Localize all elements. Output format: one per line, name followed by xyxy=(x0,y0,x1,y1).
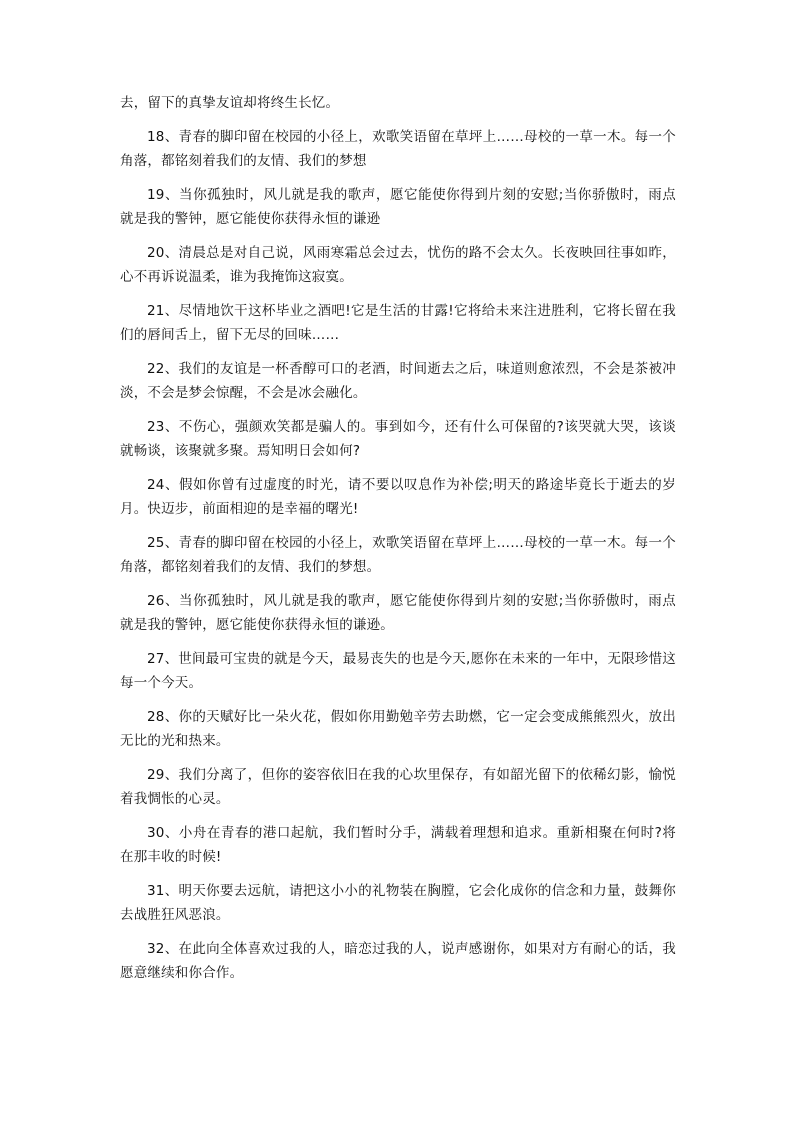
paragraph-21: 21、尽情地饮干这杯毕业之酒吧!它是生活的甘露!它将给未来注进胜利，它将长留在我们的唇间舌上，留下无尽的回味…… xyxy=(120,303,676,343)
paragraph-continuation: 去，留下的真挚友谊却将终生长忆。 xyxy=(120,95,340,111)
paragraph-20: 20、清晨总是对自己说，风雨寒霜总会过去，忧伤的路不会太久。长夜映回往事如昨，心不再诉说温柔，谁为我掩饰这寂寞。 xyxy=(120,245,676,285)
paragraph-32: 32、在此向全体喜欢过我的人，暗恋过我的人，说声感谢你，如果对方有耐心的话，我愿意继续和你合作。 xyxy=(120,941,676,981)
paragraph-28: 28、你的天赋好比一朵火花，假如你用勤勉辛劳去助燃，它一定会变成熊熊烈火，放出无比的光和热来。 xyxy=(120,709,676,749)
paragraph-19: 19、当你孤独时，风儿就是我的歌声，愿它能使你得到片刻的安慰;当你骄傲时，雨点就是我的警钟，愿它能使你获得永恒的谦逊 xyxy=(120,187,676,227)
paragraph-26: 26、当你孤独时，风儿就是我的歌声，愿它能使你得到片刻的安慰;当你骄傲时，雨点就是我的警钟，愿它能使你获得永恒的谦逊。 xyxy=(120,593,676,633)
paragraph-29: 29、我们分离了，但你的姿容依旧在我的心坎里保存，有如韶光留下的依稀幻影，愉悦着我惆怅的心灵。 xyxy=(120,767,676,807)
paragraph-30: 30、小舟在青春的港口起航，我们暂时分手，满载着理想和追求。重新相聚在何时?将在那丰收的时候! xyxy=(120,825,676,865)
paragraph-25: 25、青春的脚印留在校园的小径上，欢歌笑语留在草坪上……母校的一草一木。每一个角落，都铭刻着我们的友情、我们的梦想。 xyxy=(120,535,676,575)
paragraph-31: 31、明天你要去远航，请把这小小的礼物装在胸膛，它会化成你的信念和力量，鼓舞你去战胜狂风恶浪。 xyxy=(120,883,676,923)
paragraph-18: 18、青春的脚印留在校园的小径上，欢歌笑语留在草坪上……母校的一草一木。每一个角落，都铭刻着我们的友情、我们的梦想 xyxy=(120,129,676,169)
document-body xyxy=(120,91,676,995)
paragraph-27: 27、世间最可宝贵的就是今天，最易丧失的也是今天,愿你在未来的一年中，无限珍惜这每一个今天。 xyxy=(120,651,676,691)
paragraph-23: 23、不伤心，强颜欢笑都是骗人的。事到如今，还有什么可保留的?该哭就大哭，该谈就畅谈，该聚就多聚。焉知明日会如何? xyxy=(120,419,676,459)
paragraph-24: 24、假如你曾有过虚度的时光，请不要以叹息作为补偿;明天的路途毕竟长于逝去的岁月。快迈步，前面相迎的是幸福的曙光! xyxy=(120,477,676,517)
paragraph-22: 22、我们的友谊是一杯香醇可口的老酒，时间逝去之后，味道则愈浓烈，不会是茶被冲淡，不会是梦会惊醒，不会是冰会融化。 xyxy=(120,361,676,401)
